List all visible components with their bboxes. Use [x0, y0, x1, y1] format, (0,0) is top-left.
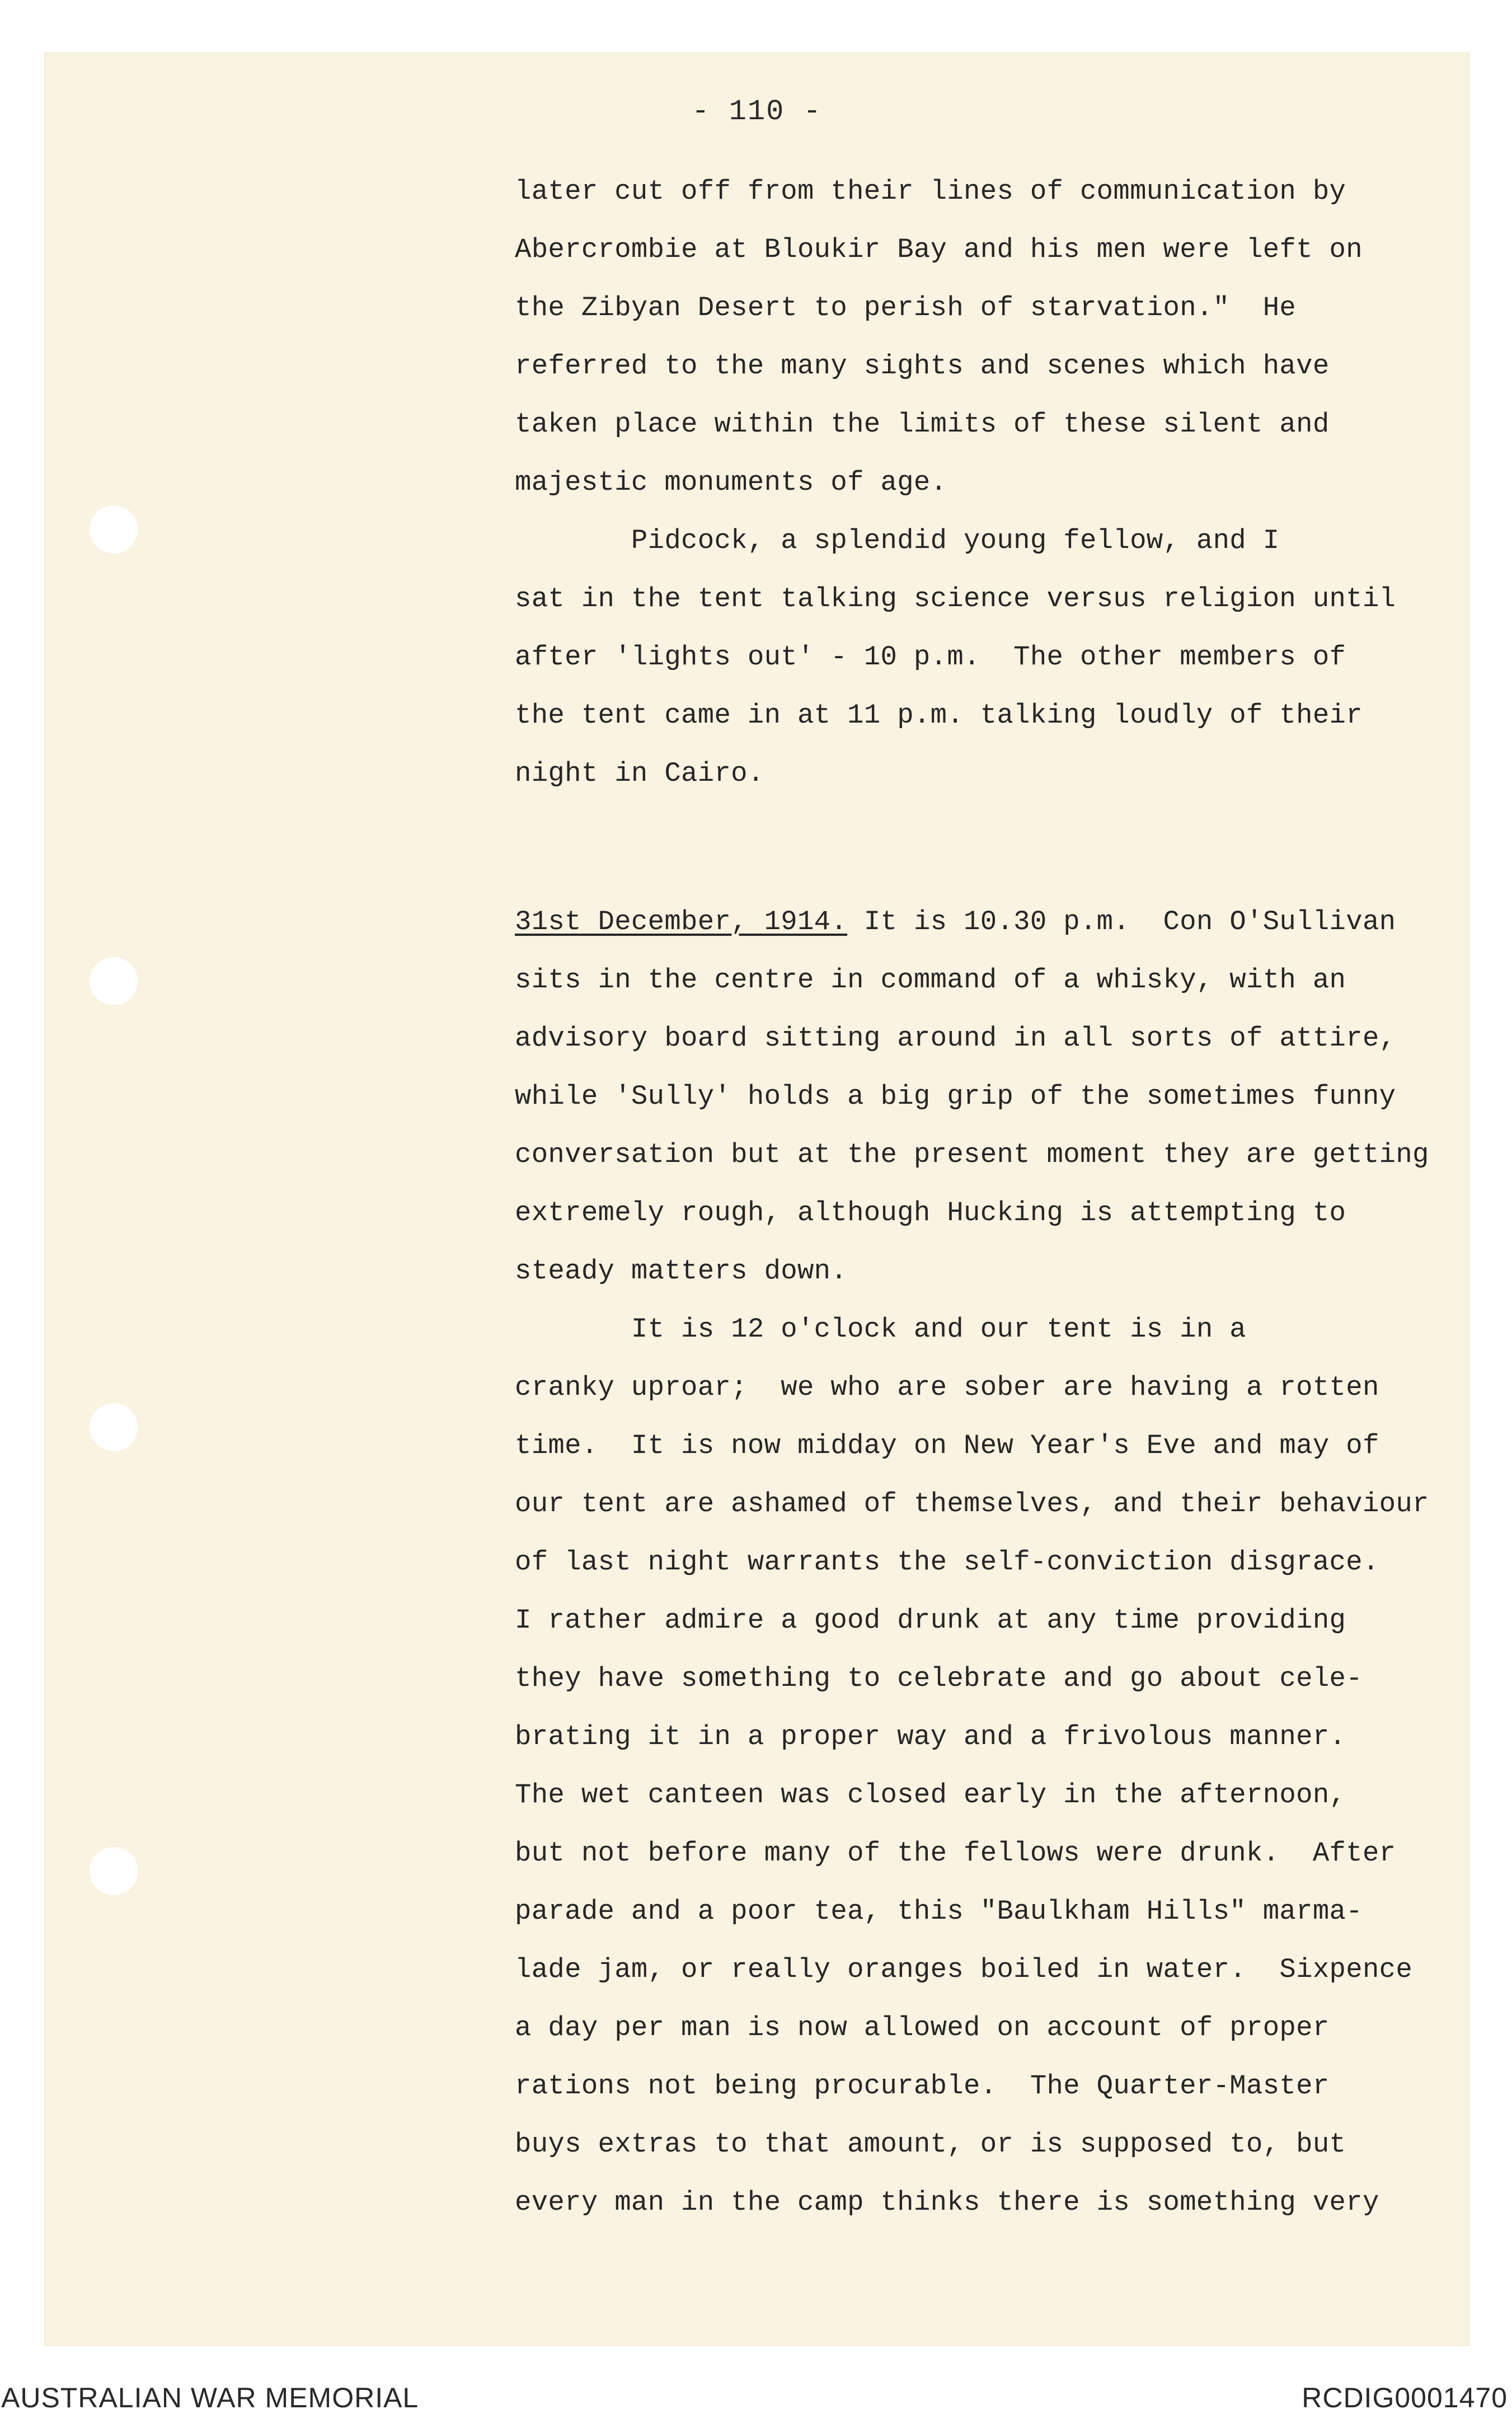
page-number: - 110 -: [692, 95, 822, 128]
text-line: conversation but at the present moment they are getting: [515, 1139, 1429, 1170]
text-line: our tent are ashamed of themselves, and their behaviour: [515, 1488, 1429, 1520]
text-line: buys extras to that amount, or is supposed to, but: [515, 2129, 1346, 2160]
text-line: Pidcock, a splendid young fellow, and I: [515, 525, 1280, 556]
diary-entry-dec31: [515, 893, 1511, 2232]
text-line: The wet canteen was closed early in the afternoon,: [515, 1779, 1346, 1811]
text-line: majestic monuments of age.: [515, 467, 947, 498]
text-line: while 'Sully' holds a big grip of the sometimes funny: [515, 1081, 1396, 1112]
footer-reference: RCDIG0001470: [1302, 2382, 1508, 2413]
binder-hole: [90, 957, 138, 1005]
binder-hole: [90, 1847, 138, 1895]
entry-first-line: [515, 893, 1511, 951]
text-line: extremely rough, although Hucking is attempting to: [515, 1197, 1346, 1229]
text-line: after 'lights out' - 10 p.m. The other members of: [515, 641, 1346, 673]
diary-entry-continued: [515, 162, 1511, 803]
text-line: steady matters down.: [515, 1255, 848, 1287]
text-line: It is 12 o'clock and our tent is in a: [515, 1314, 1247, 1345]
text-line: lade jam, or really oranges boiled in water. Sixpence: [515, 1954, 1413, 1985]
footer-institution: AUSTRALIAN WAR MEMORIAL: [1, 2382, 419, 2413]
entry-date-heading: 31st December, 1914.: [515, 906, 848, 938]
entry-first-line-text: It is 10.30 p.m. Con O'Sullivan: [847, 906, 1396, 938]
text-line: Abercrombie at Bloukir Bay and his men were left on: [515, 234, 1363, 265]
text-line: of last night warrants the self-conviction disgrace.: [515, 1546, 1379, 1578]
text-line: time. It is now midday on New Year's Eve and may of: [515, 1430, 1379, 1461]
text-line: the Zibyan Desert to perish of starvation." He: [515, 292, 1297, 324]
text-line: sits in the centre in command of a whisky, with an: [515, 964, 1346, 996]
text-line: rations not being procurable. The Quarter-Master: [515, 2070, 1330, 2102]
text-line: taken place within the limits of these silent and: [515, 409, 1330, 440]
binder-hole: [90, 1403, 138, 1451]
text-line: sat in the tent talking science versus religion until: [515, 583, 1396, 615]
text-line: but not before many of the fellows were drunk. After: [515, 1838, 1396, 1869]
text-line: later cut off from their lines of communication by: [515, 176, 1346, 207]
text-line: every man in the camp thinks there is something very: [515, 2187, 1379, 2218]
text-line: a day per man is now allowed on account of proper: [515, 2012, 1330, 2043]
document-page: [45, 53, 1469, 2345]
text-line: night in Cairo.: [515, 758, 764, 789]
text-line: parade and a poor tea, this "Baulkham Hills" marma-: [515, 1896, 1363, 1927]
text-line: referred to the many sights and scenes which have: [515, 350, 1330, 382]
text-line: I rather admire a good drunk at any time providing: [515, 1605, 1346, 1636]
text-line: the tent came in at 11 p.m. talking loudly of their: [515, 700, 1363, 731]
text-line: advisory board sitting around in all sorts of attire,: [515, 1023, 1396, 1054]
text-line: cranky uproar; we who are sober are having a rotten: [515, 1372, 1379, 1403]
text-line: brating it in a proper way and a frivolous manner.: [515, 1721, 1346, 1752]
text-line: they have something to celebrate and go about cele-: [515, 1663, 1363, 1694]
binder-hole: [90, 505, 138, 554]
